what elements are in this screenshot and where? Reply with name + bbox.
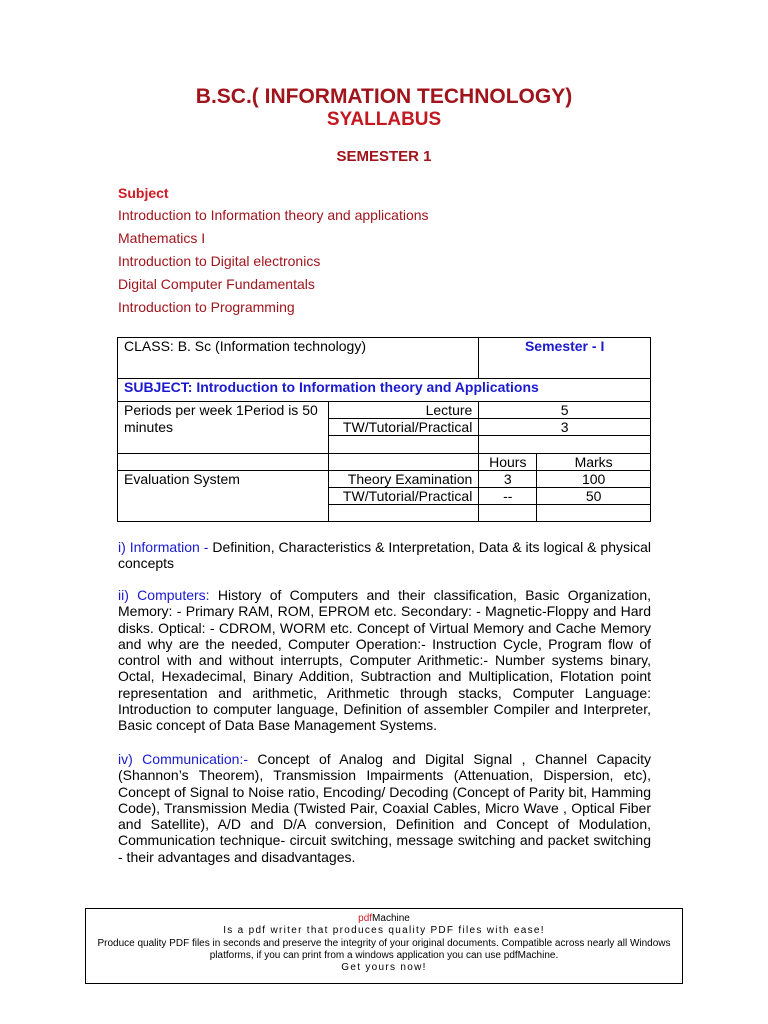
brand-pdf: pdf	[358, 913, 373, 924]
periods-cell: Periods per week 1Period is 50 minutes	[118, 402, 329, 454]
theory-marks: 100	[537, 471, 651, 488]
brand-machine: Machine	[372, 913, 410, 924]
footer-line1: Is a pdf writer that produces quality PDF files with ease!	[223, 925, 545, 937]
semester-cell: Semester - I	[479, 338, 651, 379]
tw-label: TW/Tutorial/Practical	[329, 419, 479, 436]
subject-cell: SUBJECT: Introduction to Information theory and Applications	[118, 379, 651, 402]
empty-cell	[479, 436, 651, 454]
information-label: i) Information -	[118, 539, 209, 555]
subject-item: Introduction to Information theory and applications	[118, 207, 429, 223]
tw2-marks: 50	[537, 488, 651, 505]
subject-item: Mathematics I	[118, 230, 206, 246]
communication-label: iv) Communication:-	[118, 751, 248, 767]
course-info-table	[117, 337, 651, 522]
empty-cell	[329, 505, 479, 522]
lecture-value: 5	[479, 402, 651, 419]
lecture-label: Lecture	[329, 402, 479, 419]
tw2-label: TW/Tutorial/Practical	[329, 488, 479, 505]
marks-header: Marks	[537, 454, 651, 471]
semester-heading: SEMESTER 1	[336, 148, 432, 165]
computers-label: ii) Computers:	[118, 587, 210, 603]
communication-paragraph	[118, 751, 651, 865]
subject-item: Digital Computer Fundamentals	[118, 276, 315, 292]
computers-text: History of Computers and their classification, Basic Organization, Memory: - Primary RAM, ROM, EPROM etc. Secondary: - Magnetic-Floppy and Hard disks. Optical: - CDROM, WORM etc. Concept of Virtual Memory and Cache Memory and why are the needed, Computer Operation:- Instruction Cycle, Program flow of control with and without interrupts, Computer Arithmetic:- Number systems binary, Octal, Hexadecimal, Binary Addition, Subtraction and Multiplication, Flotation point representation and arithmetic, Arithmetic through stacks, Computer Language: Introduction to computer language, Definition of assembler Compiler and Interpreter, Basic concept of Data Base Management Systems.	[118, 587, 651, 734]
communication-text: Concept of Analog and Digital Signal , Channel Capacity (Shannon’s Theorem), Transmission Impairments (Attenuation, Dispersion, etc), Concept of Signal to Noise ratio, Encoding/ Decoding (Concept of Parity bit, Hamming Code), Transmission Media (Twisted Pair, Coaxial Cables, Micro Wave , Optical Fiber and Satellite), A/D and D/A conversion, Definition and Concept of Modulation, Communication technique- circuit switching, message switching and packet switching - their advantages and disadvantages.	[118, 751, 651, 865]
document-subtitle: SYALLABUS	[326, 109, 442, 130]
empty-cell	[537, 505, 651, 522]
theory-hours: 3	[479, 471, 537, 488]
pdfmachine-footer	[85, 908, 683, 984]
empty-cell	[118, 454, 329, 471]
document-title: B.SC.( INFORMATION TECHNOLOGY)	[195, 85, 573, 108]
information-paragraph	[118, 539, 651, 572]
footer-line2: Produce quality PDF files in seconds and preserve the integrity of your original documents. Compatible across nearly all Windows platforms, if you can print from a windows application you can use pdfMachine.	[97, 937, 671, 961]
tw2-hours: --	[479, 488, 537, 505]
subject-item: Introduction to Digital electronics	[118, 253, 321, 269]
subject-list	[118, 184, 658, 321]
theory-label: Theory Examination	[329, 471, 479, 488]
empty-cell	[479, 505, 537, 522]
footer-brand	[86, 913, 682, 925]
footer-line3: Get yours now!	[341, 962, 427, 974]
subject-heading: Subject	[118, 185, 169, 201]
empty-cell	[329, 454, 479, 471]
subject-item: Introduction to Programming	[118, 299, 295, 315]
class-cell: CLASS: B. Sc (Information technology)	[118, 338, 479, 379]
empty-cell	[329, 436, 479, 454]
evaluation-cell: Evaluation System	[118, 471, 329, 522]
hours-header: Hours	[479, 454, 537, 471]
information-text: Definition, Characteristics & Interpretation, Data & its logical & physical concepts	[118, 539, 651, 572]
tw-value: 3	[479, 419, 651, 436]
computers-paragraph	[118, 587, 651, 734]
